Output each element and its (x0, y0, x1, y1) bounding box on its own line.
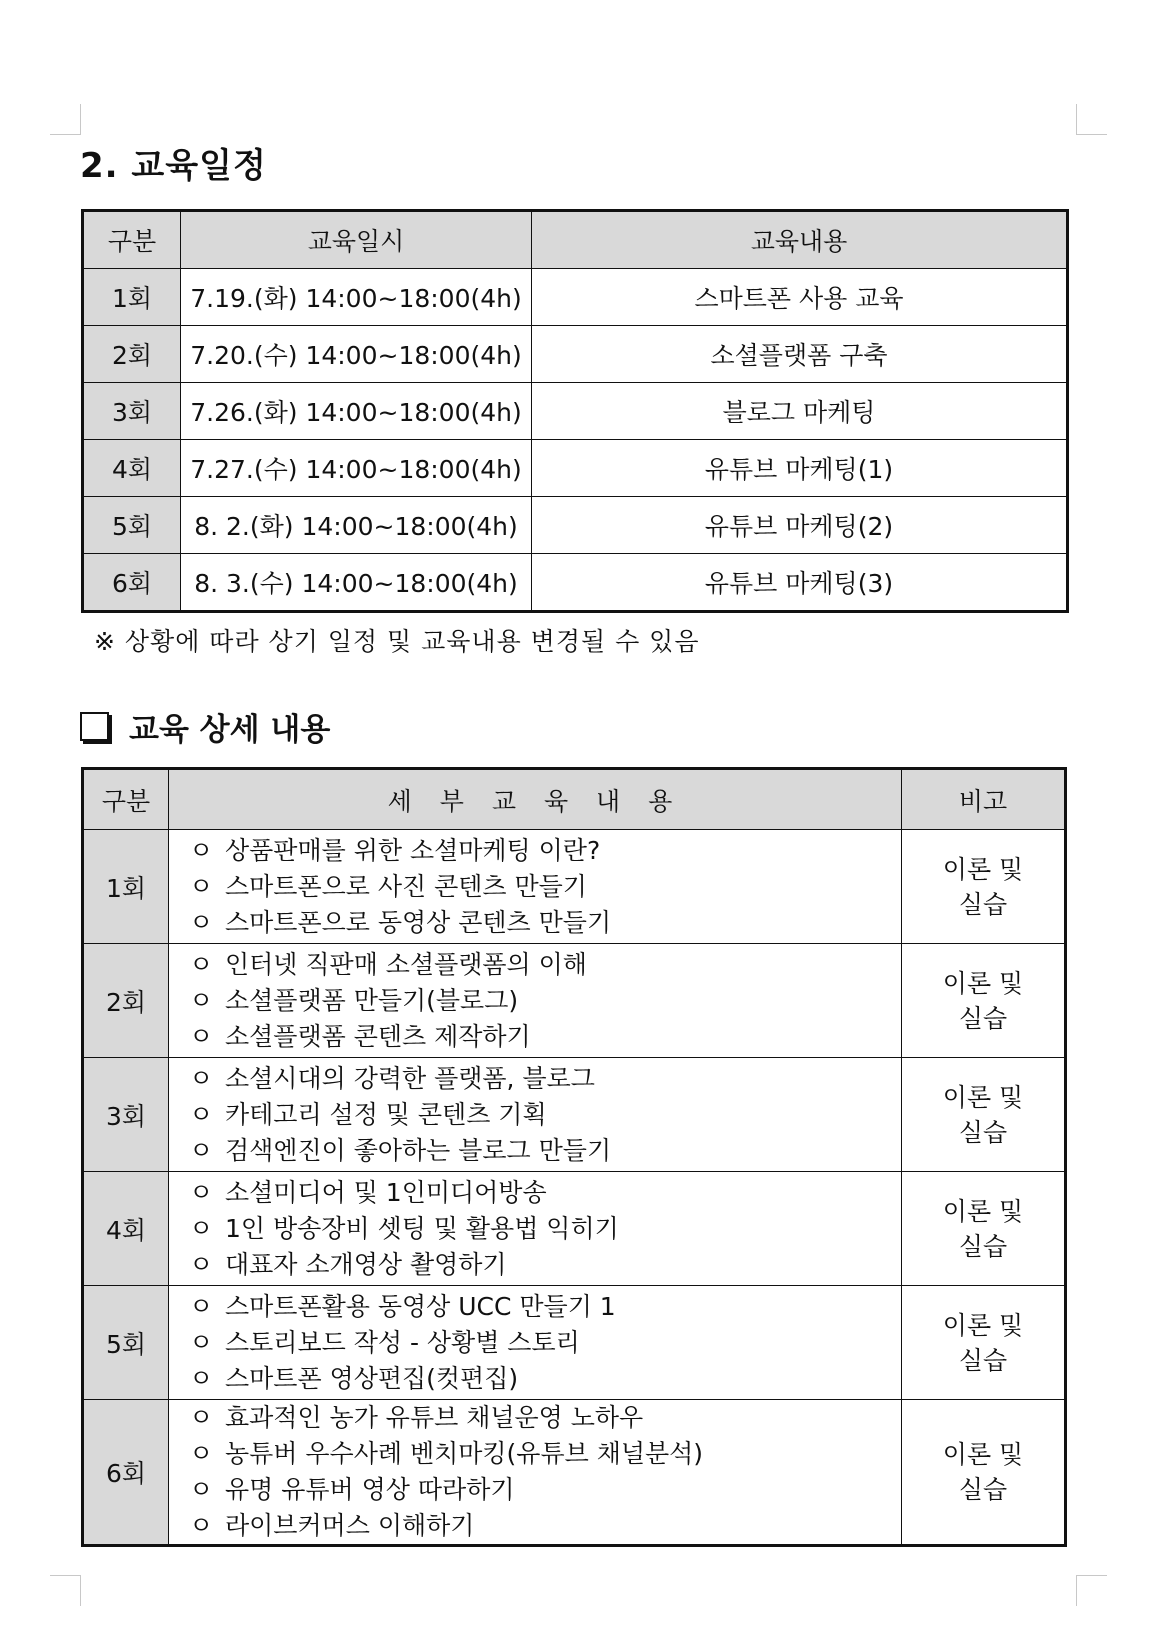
content-cell: 유튜브 마케팅(3) (532, 554, 1068, 612)
detail-item-text: 소셜미디어 및 1인미디어방송 (225, 1177, 547, 1207)
session-cell: 3회 (83, 383, 181, 440)
detail-row (83, 1286, 1066, 1400)
session-cell: 5회 (83, 1286, 169, 1400)
header-session: 구분 (83, 211, 181, 269)
detail-item-text: 농튜버 우수사례 벤치마킹(유튜브 채널분석) (225, 1439, 704, 1468)
detail-item-text: 소셜플랫폼 콘텐츠 제작하기 (225, 1021, 531, 1051)
session-cell: 2회 (83, 326, 181, 383)
crop-mark-top-left (50, 104, 81, 135)
bullet-icon: ㅇ (189, 1213, 214, 1243)
detail-item-text: 유명 유튜버 영상 따라하기 (225, 1475, 515, 1504)
detail-item (189, 1289, 901, 1325)
detail-item-text: 효과적인 농가 유튜브 채널운영 노하우 (225, 1403, 644, 1432)
detail-item-text: 1인 방송장비 셋팅 및 활용법 익히기 (225, 1213, 619, 1243)
detail-header-row (83, 769, 1066, 830)
session-cell: 5회 (83, 497, 181, 554)
detail-item (189, 1472, 901, 1508)
bullet-icon: ㅇ (189, 1439, 214, 1468)
header-detail-content: 세 부 교 육 내 용 (169, 769, 902, 830)
detail-item-text: 스마트폰 영상편집(컷편집) (225, 1363, 519, 1393)
remarks-line: 실습 (958, 1003, 1008, 1033)
remarks-line: 이론 및 (942, 854, 1024, 884)
detail-item (189, 869, 901, 905)
section-title-schedule: 2. 교육일정 (80, 146, 267, 186)
detail-item (189, 1400, 901, 1436)
detail-item (189, 1097, 901, 1133)
datetime-cell: 7.20.(수) 14:00~18:00(4h) (181, 326, 532, 383)
detail-item-text: 스마트폰으로 사진 콘텐츠 만들기 (225, 871, 587, 901)
content-cell: 소셜플랫폼 구축 (532, 326, 1068, 383)
detail-item-text: 대표자 소개영상 촬영하기 (225, 1249, 507, 1279)
header-remarks: 비고 (902, 769, 1066, 830)
remarks-cell (902, 1058, 1066, 1172)
datetime-cell: 8. 2.(화) 14:00~18:00(4h) (181, 497, 532, 554)
session-cell: 4회 (83, 440, 181, 497)
remarks-cell (902, 1286, 1066, 1400)
content-cell: 블로그 마케팅 (532, 383, 1068, 440)
bullet-icon: ㅇ (189, 1475, 214, 1504)
crop-mark-bottom-left (50, 1575, 81, 1606)
remarks-line: 이론 및 (942, 968, 1024, 998)
detail-table (81, 767, 1067, 1547)
detail-item-text: 상품판매를 위한 소셜마케팅 이란? (225, 835, 601, 865)
datetime-cell: 7.19.(화) 14:00~18:00(4h) (181, 269, 532, 326)
content-cell: 유튜브 마케팅(2) (532, 497, 1068, 554)
datetime-cell: 7.26.(화) 14:00~18:00(4h) (181, 383, 532, 440)
detail-row (83, 944, 1066, 1058)
detail-item-text: 카테고리 설정 및 콘텐츠 기획 (225, 1099, 547, 1129)
detail-item (189, 1019, 901, 1055)
session-cell: 2회 (83, 944, 169, 1058)
detail-item (189, 947, 901, 983)
remarks-line: 실습 (958, 1231, 1008, 1261)
detail-items-cell (169, 1172, 902, 1286)
detail-item-text: 인터넷 직판매 소셜플랫폼의 이해 (225, 949, 587, 979)
schedule-row (83, 554, 1068, 612)
bullet-icon: ㅇ (189, 1135, 214, 1165)
detail-item-text: 라이브커머스 이해하기 (225, 1511, 475, 1540)
detail-item (189, 983, 901, 1019)
remarks-line: 이론 및 (942, 1310, 1024, 1340)
remarks-line: 실습 (958, 1475, 1008, 1504)
bullet-icon: ㅇ (189, 1099, 214, 1129)
schedule-row (83, 326, 1068, 383)
detail-item (189, 1061, 901, 1097)
header-session: 구분 (83, 769, 169, 830)
bullet-icon: ㅇ (189, 1021, 214, 1051)
schedule-row (83, 497, 1068, 554)
section-title-detail (80, 704, 330, 749)
detail-items-cell (169, 1058, 902, 1172)
bullet-icon: ㅇ (189, 1291, 214, 1321)
bullet-icon: ㅇ (189, 949, 214, 979)
detail-item (189, 1211, 901, 1247)
crop-mark-bottom-right (1076, 1575, 1107, 1606)
detail-item (189, 1508, 901, 1544)
detail-item-text: 소셜플랫폼 만들기(블로그) (225, 985, 519, 1015)
schedule-note: ※ 상황에 따라 상기 일정 및 교육내용 변경될 수 있음 (94, 627, 700, 656)
section-title-detail-text: 교육 상세 내용 (129, 712, 331, 748)
remarks-cell (902, 1172, 1066, 1286)
detail-item (189, 1133, 901, 1169)
detail-items-cell (169, 830, 902, 944)
header-datetime: 교육일시 (181, 211, 532, 269)
detail-items-cell (169, 1400, 902, 1546)
session-cell: 1회 (83, 269, 181, 326)
detail-item-text: 스마트폰활용 동영상 UCC 만들기 1 (225, 1291, 616, 1321)
detail-item (189, 1247, 901, 1283)
remarks-line: 이론 및 (942, 1082, 1024, 1112)
detail-row (83, 830, 1066, 944)
detail-item (189, 1175, 901, 1211)
remarks-line: 이론 및 (942, 1196, 1024, 1226)
detail-item-text: 소셜시대의 강력한 플랫폼, 블로그 (225, 1063, 595, 1093)
schedule-row (83, 269, 1068, 326)
content-cell: 스마트폰 사용 교육 (532, 269, 1068, 326)
remarks-line: 실습 (958, 1117, 1008, 1147)
detail-item (189, 1325, 901, 1361)
header-content: 교육내용 (532, 211, 1068, 269)
schedule-row (83, 440, 1068, 497)
schedule-table (81, 209, 1069, 613)
remarks-cell (902, 944, 1066, 1058)
bullet-icon: ㅇ (189, 1249, 214, 1279)
detail-item (189, 1436, 901, 1472)
detail-row (83, 1172, 1066, 1286)
bullet-icon: ㅇ (189, 1177, 214, 1207)
session-cell: 1회 (83, 830, 169, 944)
detail-item-text: 스마트폰으로 동영상 콘텐츠 만들기 (225, 907, 612, 937)
remarks-cell (902, 1400, 1066, 1546)
schedule-header-row (83, 211, 1068, 269)
bullet-icon: ㅇ (189, 871, 214, 901)
remarks-line: 실습 (958, 889, 1008, 919)
bullet-icon: ㅇ (189, 907, 214, 937)
bullet-icon: ㅇ (189, 1511, 214, 1540)
detail-items-cell (169, 1286, 902, 1400)
bullet-icon: ㅇ (189, 1327, 214, 1357)
crop-mark-top-right (1076, 104, 1107, 135)
bullet-icon: ㅇ (189, 1063, 214, 1093)
session-cell: 3회 (83, 1058, 169, 1172)
bullet-icon: ㅇ (189, 835, 214, 865)
remarks-cell (902, 830, 1066, 944)
remarks-line: 실습 (958, 1345, 1008, 1375)
datetime-cell: 7.27.(수) 14:00~18:00(4h) (181, 440, 532, 497)
checkbox-square-icon (80, 712, 109, 741)
bullet-icon: ㅇ (189, 1403, 214, 1432)
detail-item (189, 1361, 901, 1397)
schedule-row (83, 383, 1068, 440)
session-cell: 4회 (83, 1172, 169, 1286)
content-cell: 유튜브 마케팅(1) (532, 440, 1068, 497)
detail-item-text: 검색엔진이 좋아하는 블로그 만들기 (225, 1135, 612, 1165)
detail-row (83, 1400, 1066, 1546)
datetime-cell: 8. 3.(수) 14:00~18:00(4h) (181, 554, 532, 612)
detail-item (189, 833, 901, 869)
detail-items-cell (169, 944, 902, 1058)
detail-item (189, 905, 901, 941)
bullet-icon: ㅇ (189, 1363, 214, 1393)
bullet-icon: ㅇ (189, 985, 214, 1015)
remarks-line: 이론 및 (942, 1440, 1024, 1469)
detail-item-text: 스토리보드 작성 - 상황별 스토리 (225, 1327, 580, 1357)
detail-row (83, 1058, 1066, 1172)
session-cell: 6회 (83, 1400, 169, 1546)
session-cell: 6회 (83, 554, 181, 612)
